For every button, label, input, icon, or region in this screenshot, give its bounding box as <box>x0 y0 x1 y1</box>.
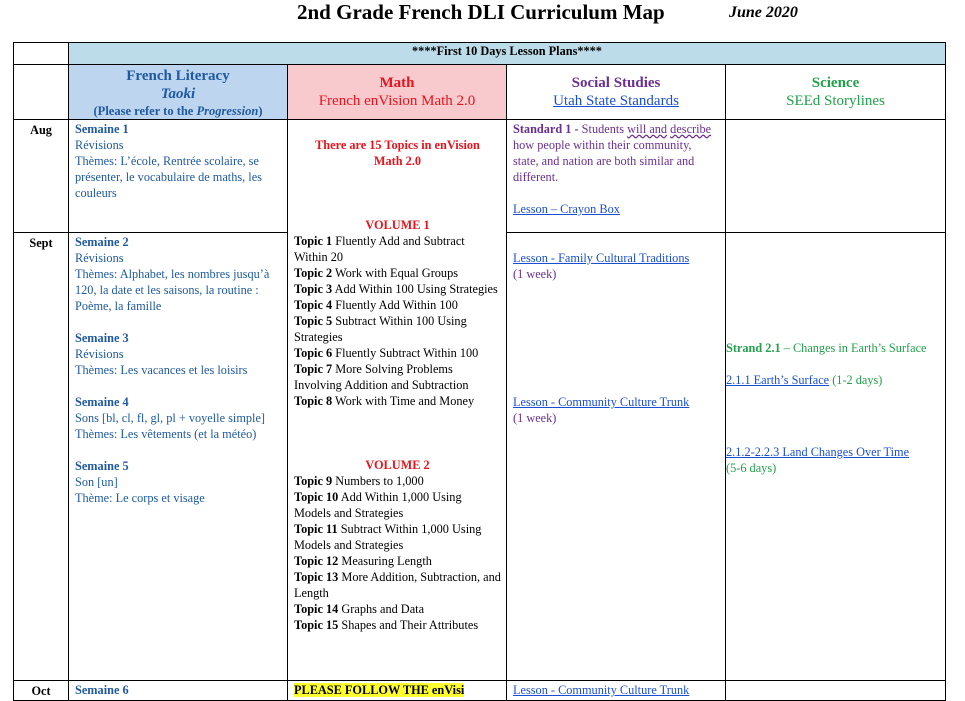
lesson-duration: (1 week) <box>513 267 557 281</box>
french-literacy-title: French Literacy <box>126 68 230 84</box>
family-traditions-lesson-link[interactable]: Lesson - Family Cultural Traditions <box>513 251 690 265</box>
week-line: Thèmes: Les vêtements (et la météo) <box>75 427 257 441</box>
math-topic: Topic 14 Graphs and Data <box>294 602 425 616</box>
volume-1-topics <box>294 233 501 409</box>
month-sept: Sept <box>14 233 69 681</box>
progression-note: (Please refer to the Progression) <box>93 104 263 118</box>
math-topic: Topic 4 Fluently Add Within 100 <box>294 298 458 312</box>
month-oct: Oct <box>14 681 69 701</box>
sept-social-cell <box>507 233 726 681</box>
math-topic: Topic 3 Add Within 100 Using Strategies <box>294 282 498 296</box>
culture-trunk-lesson-link[interactable]: Lesson - Community Culture Trunk <box>513 395 690 409</box>
math-topic: Topic 15 Shapes and Their Attributes <box>294 618 479 632</box>
math-topic: Topic 11 Subtract Within 1,000 Using Models and Strategies <box>294 522 482 552</box>
math-title: Math <box>379 75 415 91</box>
month-aug: Aug <box>14 120 69 233</box>
social-studies-title: Social Studies <box>571 75 661 91</box>
week-line: Sons [bl, cl, fl, gl, pl + voyelle simple] <box>75 411 266 425</box>
oct-science-cell <box>726 681 946 701</box>
week-line: Révisions <box>75 251 124 265</box>
curriculum-table <box>13 42 946 701</box>
volume-2-topics <box>294 473 501 633</box>
math-topic: Topic 2 Work with Equal Groups <box>294 266 459 280</box>
oct-row <box>14 681 946 701</box>
math-header <box>288 65 507 120</box>
utah-standards-link[interactable]: Utah State Standards <box>553 93 679 109</box>
social-studies-header <box>507 65 726 120</box>
science-title: Science <box>811 75 860 91</box>
math-topic: Topic 5 Subtract Within 100 Using Strategies <box>294 314 467 344</box>
banner-row <box>14 43 946 65</box>
oct-math-cell <box>288 681 507 701</box>
aug-row <box>14 120 946 233</box>
strand-2-1: Strand 2.1 – Changes in Earth’s Surface <box>726 341 927 355</box>
oct-social-cell <box>507 681 726 701</box>
corner-cell <box>14 43 69 65</box>
week-line: Révisions <box>75 347 124 361</box>
standard-1-text: Standard 1 - Students will and describe how people within their community, state, and nation are both similar and different. <box>513 122 712 184</box>
week-heading: Semaine 4 <box>75 395 129 409</box>
math-topic: Topic 6 Fluently Subtract Within 100 <box>294 346 479 360</box>
crayon-box-lesson-link[interactable]: Lesson – Crayon Box <box>513 202 620 216</box>
document-title: 2nd Grade French DLI Curriculum Map <box>297 0 665 24</box>
week-heading: Semaine 1 <box>75 122 129 136</box>
banner: ****First 10 Days Lesson Plans**** <box>69 43 946 65</box>
math-topics-cell <box>288 120 507 681</box>
math-intro: There are 15 Topics in enVision Math 2.0 <box>315 138 480 168</box>
header-row <box>14 65 946 120</box>
math-topic: Topic 12 Measuring Length <box>294 554 432 568</box>
aug-science-cell <box>726 120 946 233</box>
oct-literacy-cell: Semaine 6 <box>69 681 288 701</box>
week-heading: Semaine 5 <box>75 459 129 473</box>
week-line: Thème: Le corps et visage <box>75 491 205 505</box>
math-topic: Topic 13 More Addition, Subtraction, and Length <box>294 570 501 600</box>
week-line: Thèmes: L’école, Rentrée scolaire, se présenter, le vocabulaire de maths, les couleurs <box>75 154 262 200</box>
math-topic: Topic 8 Work with Time and Money <box>294 394 475 408</box>
math-topic: Topic 1 Fluently Add and Subtract Within 20 <box>294 234 465 264</box>
science-item: 2.1.1 Earth’s Surface (1-2 days) <box>726 373 883 387</box>
science-header <box>726 65 946 120</box>
header-corner-cell <box>14 65 69 120</box>
lesson-duration: (1 week) <box>513 411 557 425</box>
week-heading: Semaine 3 <box>75 331 129 345</box>
document-date: June 2020 <box>729 4 798 21</box>
math-topic: Topic 9 Numbers to 1,000 <box>294 474 424 488</box>
volume-1-heading: VOLUME 1 <box>365 218 430 232</box>
sept-science-cell <box>726 233 946 681</box>
aug-social-cell <box>507 120 726 233</box>
week-line: Thèmes: Les vacances et les loisirs <box>75 363 248 377</box>
sept-literacy-cell <box>69 233 288 681</box>
envision-instruction: PLEASE FOLLOW THE enVisi <box>294 683 465 697</box>
science-item-duration: (5-6 days) <box>726 461 777 475</box>
land-changes-link[interactable]: 2.1.2-2.2.3 Land Changes Over Time <box>726 445 910 459</box>
math-subtitle: French enVision Math 2.0 <box>318 93 476 109</box>
oct-culture-trunk-link[interactable]: Lesson - Community Culture Trunk <box>513 683 690 697</box>
week-line: Son [un] <box>75 475 118 489</box>
math-topic: Topic 10 Add Within 1,000 Using Models and Strategies <box>294 490 462 520</box>
volume-2-heading: VOLUME 2 <box>365 458 430 472</box>
week-line: Révisions <box>75 138 124 152</box>
earths-surface-link[interactable]: 2.1.1 Earth’s Surface <box>726 373 830 387</box>
french-literacy-header <box>69 65 288 120</box>
math-topic: Topic 7 More Solving Problems Involving Addition and Subtraction <box>294 362 469 392</box>
aug-literacy-cell <box>69 120 288 233</box>
week-heading: Semaine 2 <box>75 235 129 249</box>
week-line: Thèmes: Alphabet, les nombres jusqu’à 120, la date et les saisons, la routine : Poème, la famille <box>75 267 270 313</box>
science-subtitle: SEEd Storylines <box>786 93 885 109</box>
taoki-subtitle: Taoki <box>160 86 196 102</box>
